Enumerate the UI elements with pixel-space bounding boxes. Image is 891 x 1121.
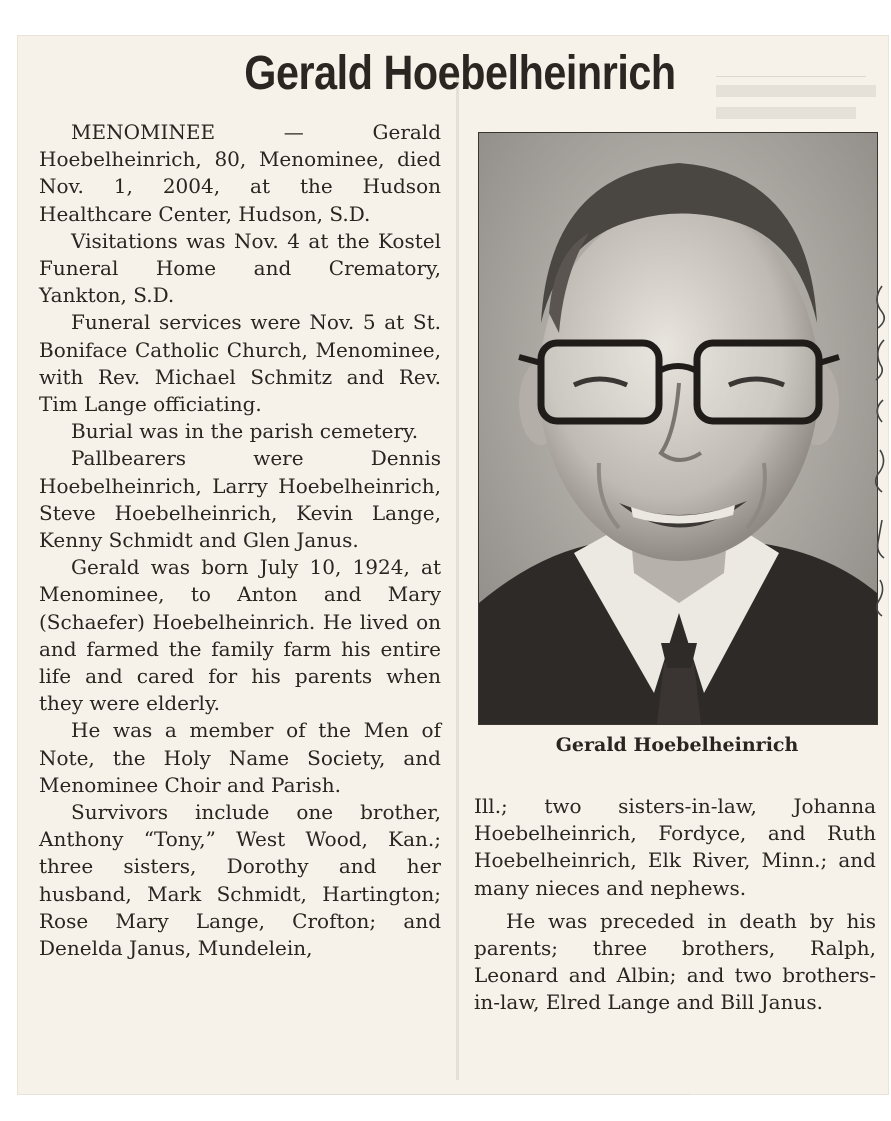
paragraph-death-notice: MENOMINEE — Gerald Hoebelheinrich, 80, Menominee, died Nov. 1, 2004, at the Hudson Healthcare Center, Hudson, S.D. — [39, 120, 441, 226]
bleed-through-text — [716, 52, 886, 119]
photo-caption: Gerald Hoebelheinrich — [555, 734, 799, 756]
paragraph-visitation: Visitations was Nov. 4 at the Kostel Funeral Home and Crematory, Yankton, S.D. — [39, 228, 441, 308]
paragraph-funeral-services: Funeral services were Nov. 5 at St. Boniface Catholic Church, Menominee, with Rev. Michael Schmitz and Rev. Tim Lange officiating. — [39, 310, 441, 417]
obituary-headline: Gerald Hoebelheinrich — [244, 47, 676, 100]
portrait-photo — [478, 132, 878, 725]
bottom-edge-line — [240, 1094, 690, 1095]
paragraph-survivors-continued: Ill.; two sisters-in-law, Johanna Hoebelheinrich, Fordyce, and Ruth Hoebelheinrich, Elk River, Minn.; and many nieces and nephews. — [474, 794, 876, 900]
fold-line — [456, 70, 459, 1080]
obituary-body-left — [39, 119, 441, 962]
obituary-body-right — [474, 793, 876, 1017]
paragraph-memberships: He was a member of the Men of Note, the Holy Name Society, and Menominee Choir and Parish. — [39, 718, 441, 797]
paragraph-survivors: Survivors include one brother, Anthony “Tony,” West Wood, Kan.; three sisters, Dorothy and her husband, Mark Schmidt, Hartington; Rose Mary Lange, Crofton; and Denelda Janus, Mundelein, — [39, 800, 441, 961]
paragraph-preceded-in-death: He was preceded in death by his parents; three brothers, Ralph, Leonard and Albin; and two brothers-in-law, Elred Lange and Bill Janus. — [474, 908, 876, 1015]
paragraph-biography: Gerald was born July 10, 1924, at Menominee, to Anton and Mary (Schaefer) Hoebelheinrich. He lived on and farmed the family farm his entire life and cared for his parents when they were elderly. — [39, 555, 441, 716]
paragraph-burial: Burial was in the parish cemetery. — [71, 419, 419, 444]
handwritten-pen-marks — [868, 280, 890, 620]
paragraph-pallbearers: Pallbearers were Dennis Hoebelheinrich, Larry Hoebelheinrich, Steve Hoebelheinrich, Kevin Lange, Kenny Schmidt and Glen Janus. — [39, 446, 441, 553]
